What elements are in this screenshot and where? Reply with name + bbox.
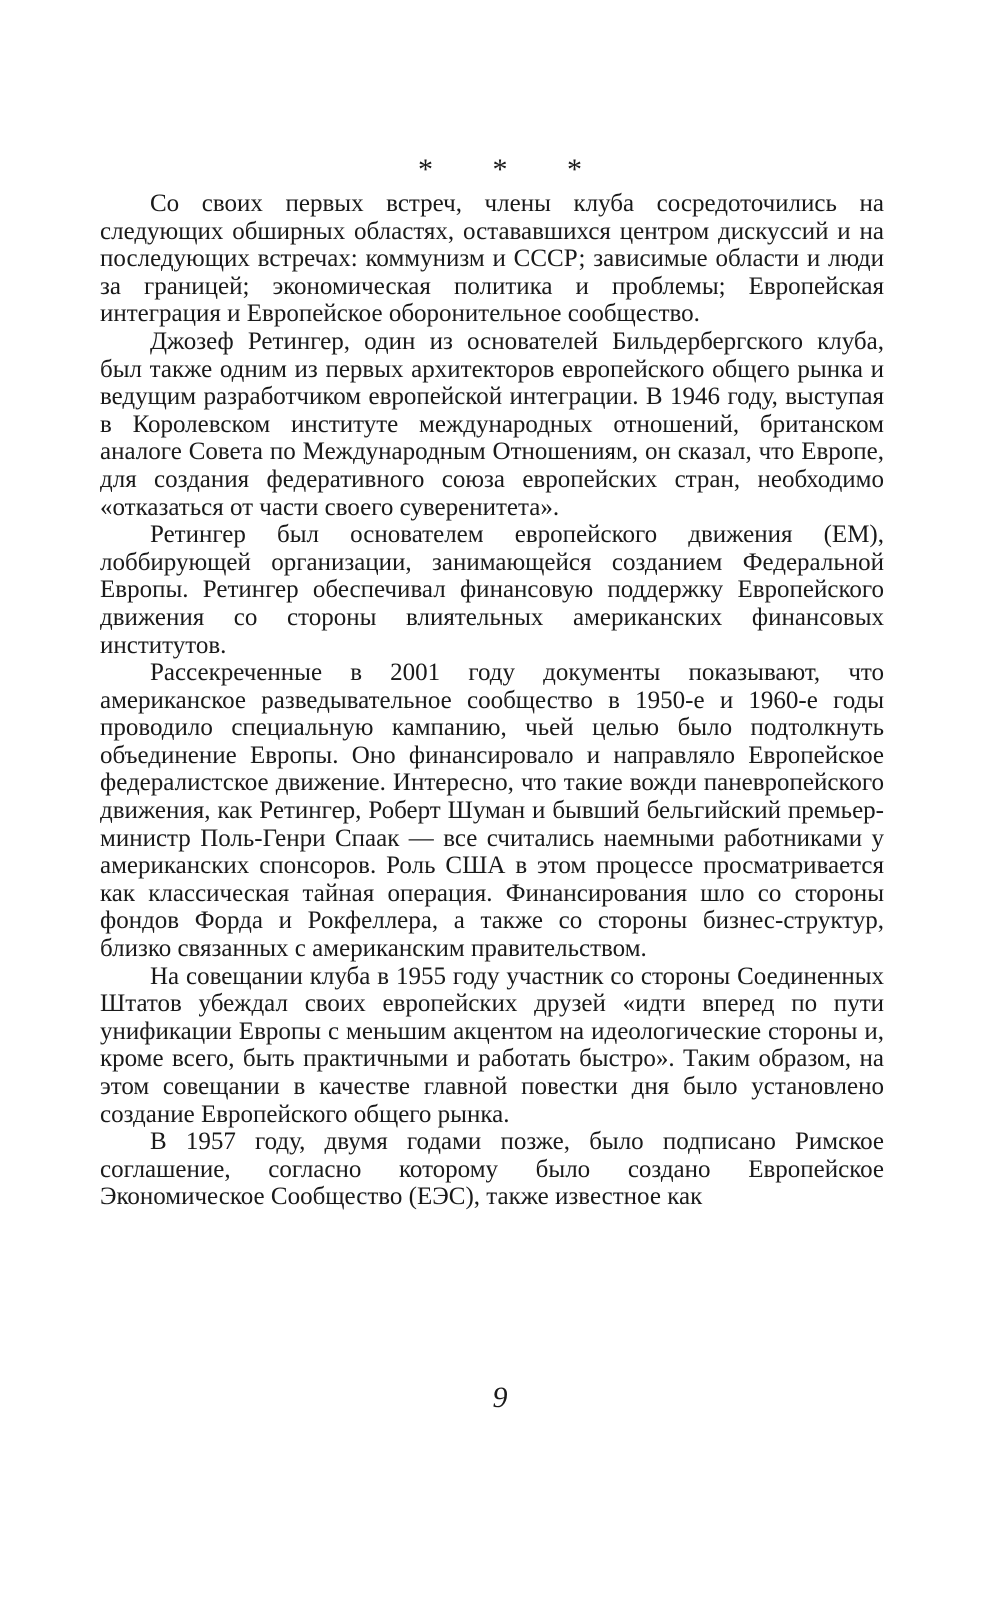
body-text (100, 190, 884, 1211)
paragraph: Ретингер был основателем европейского движения (ЕМ), лоббирующей организации, занимающейся созданием Федеральной Европы. Ретингер обеспечивал финансовую поддержку Европейского движения со стороны влиятельных американских финансовых институтов. (100, 521, 884, 659)
paragraph: Со своих первых встреч, члены клуба сосредоточились на следующих обширных областях, остававшихся центром дискуссий и на последующих встречах: коммунизм и СССР; зависимые области и люди за границей; экономическая политика и проблемы; Европейская интеграция и Европейское оборонительное сообщество. (100, 190, 884, 328)
paragraph: В 1957 году, двумя годами позже, было подписано Римское соглашение, согласно которому было создано Европейское Экономическое Сообщество (ЕЭС), также известное как (100, 1128, 884, 1211)
paragraph: Джозеф Ретингер, один из основателей Бильдербергского клуба, был также одним из первых архитекторов европейского общего рынка и ведущим разработчиком европейской интеграции. В 1946 году, выступая в Королевском институте международных отношений, британском аналоге Совета по Международным Отношениям, он сказал, что Европе, для создания федеративного союза европейских стран, необходимо «отказаться от части своего суверенитета». (100, 327, 884, 521)
paragraph: Рассекреченные в 2001 году документы показывают, что американское разведывательное сообщество в 1950-е и 1960-е годы проводило специальную кампанию, чьей целью было подтолкнуть объединение Европы. Оно финансировало и направляло Европейское федералистское движение. Интересно, что такие вожди паневропейского движения, как Ретингер, Роберт Шуман и бывший бельгийский премьер-министр Поль-Генри Спаак — все считались наемными работниками у американских спонсоров. Роль США в этом процессе просматривается как классическая тайная операция. Финансирования шло со стороны фондов Форда и Рокфеллера, а также со стороны бизнес-структур, близко связанных с американским правительством. (100, 659, 884, 963)
section-separator: * * * (418, 153, 608, 186)
paragraph: На совещании клуба в 1955 году участник со стороны Соединенных Штатов убеждал своих европейских друзей «идти вперед по пути унификации Европы с меньшим акцентом на идеологические стороны и, кроме всего, быть практичными и работать быстро». Таким образом, на этом совещании в качестве главной повестки дня было установлено создание Европейского общего рынка. (100, 962, 884, 1128)
page-number: 9 (492, 1381, 508, 1414)
